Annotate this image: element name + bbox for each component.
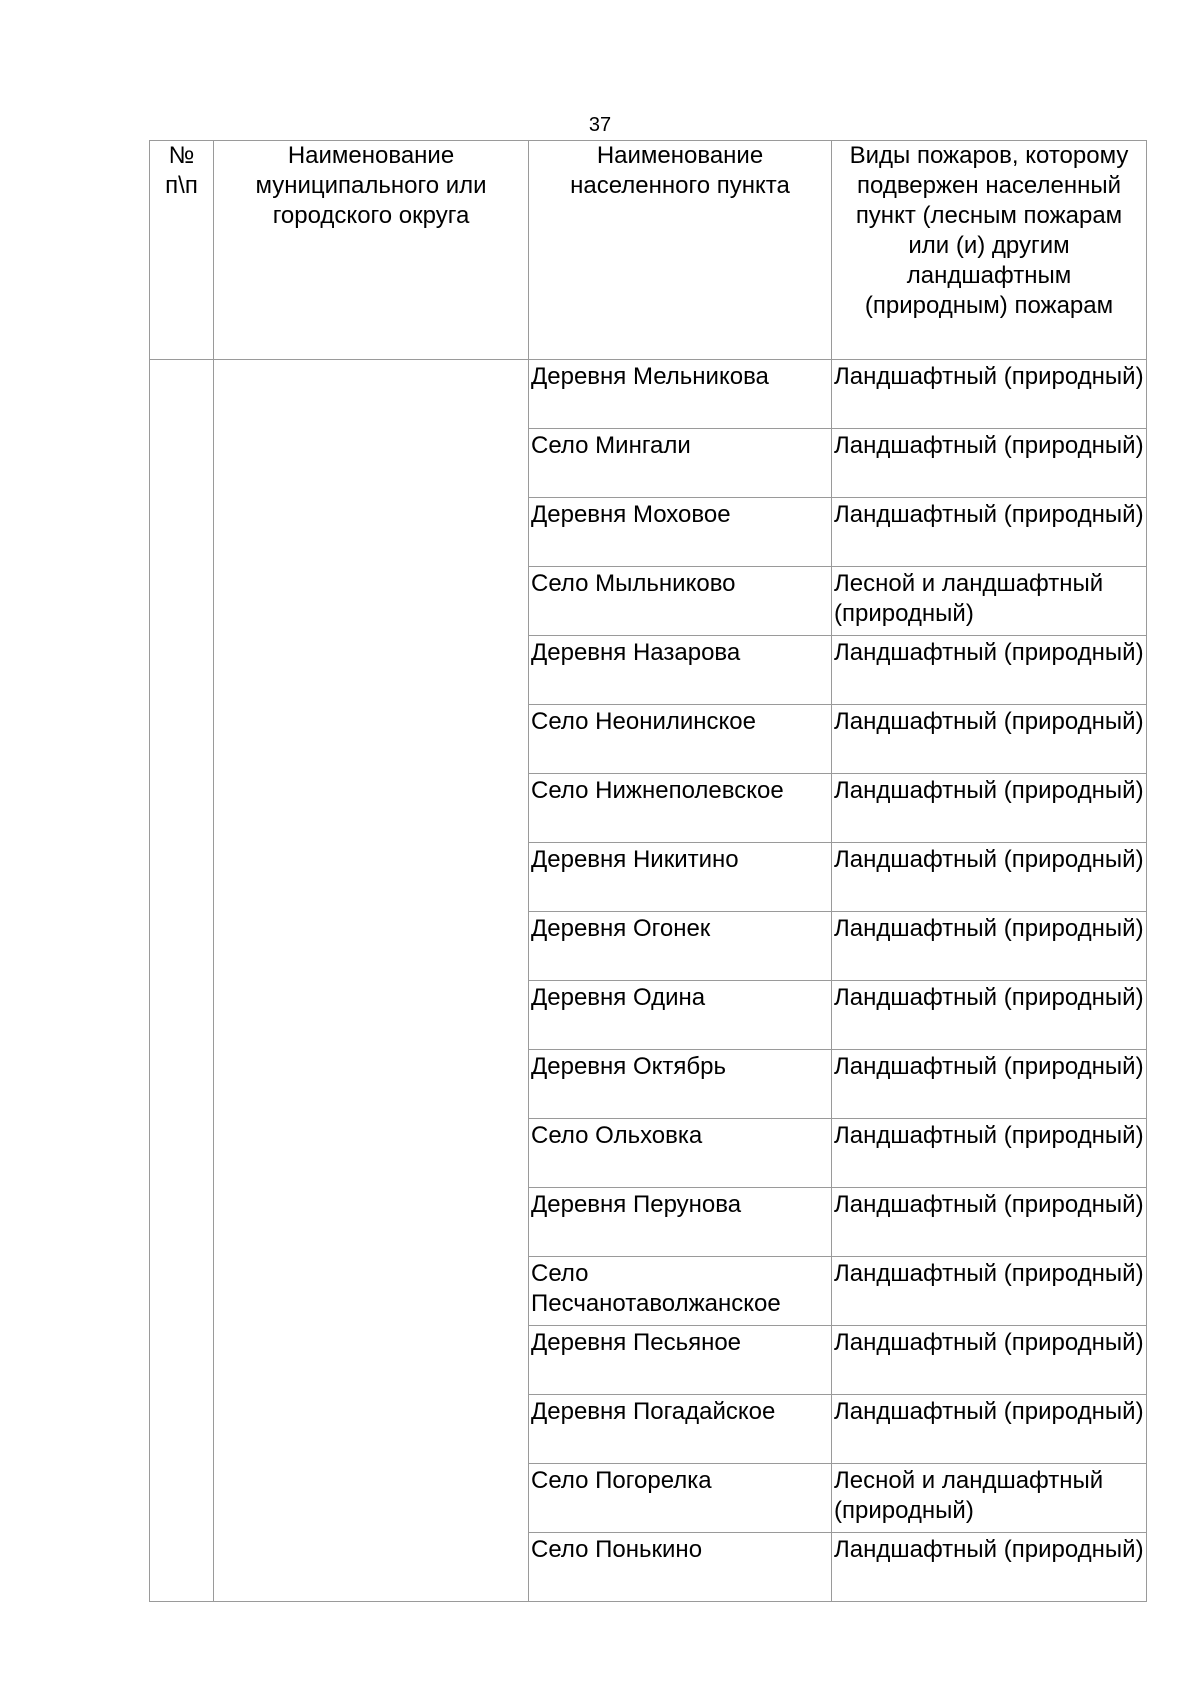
settlement-name-cell (529, 1257, 832, 1326)
fire-type-cell (832, 705, 1147, 774)
fire-type-cell (832, 1533, 1147, 1602)
table-body (150, 360, 1147, 1602)
fire-type-cell (832, 429, 1147, 498)
fire-type-cell (832, 567, 1147, 636)
settlement-name: Деревня Перунова (531, 1191, 742, 1218)
settlement-name-cell (529, 498, 832, 567)
fire-type-cell (832, 843, 1147, 912)
fire-type: Ландшафтный (природный) (834, 639, 1144, 666)
header-district-label: Наименование муниципального или городского округа (255, 142, 487, 229)
fire-type-cell (832, 360, 1147, 429)
settlement-name-cell (529, 981, 832, 1050)
table-row (150, 360, 1147, 429)
settlement-name: Село Погорелка (531, 1467, 712, 1494)
fire-type: Ландшафтный (природный) (834, 1536, 1144, 1563)
fire-type: Ландшафтный (природный) (834, 777, 1144, 804)
fire-type: Ландшафтный (природный) (834, 984, 1144, 1011)
fire-type: Лесной и ландшафтный (природный) (834, 570, 1104, 627)
settlement-name: Деревня Назарова (531, 639, 741, 666)
settlements-table (149, 140, 1147, 1602)
settlement-name: Деревня Огонек (531, 915, 711, 942)
settlement-name: Деревня Октябрь (531, 1053, 726, 1080)
fire-type-cell (832, 912, 1147, 981)
fire-type-cell (832, 981, 1147, 1050)
fire-type: Ландшафтный (природный) (834, 501, 1144, 528)
settlement-name-cell (529, 1326, 832, 1395)
fire-type-cell (832, 1257, 1147, 1326)
page-number: 37 (588, 114, 612, 136)
settlement-name: Село Мыльниково (531, 570, 736, 597)
fire-type: Ландшафтный (природный) (834, 846, 1144, 873)
settlement-name-cell (529, 1050, 832, 1119)
settlement-name-cell (529, 912, 832, 981)
settlement-name-cell (529, 636, 832, 705)
fire-type: Ландшафтный (природный) (834, 363, 1144, 390)
fire-type-cell (832, 1326, 1147, 1395)
fire-type: Ландшафтный (природный) (834, 708, 1144, 735)
settlement-name: Село Понькино (531, 1536, 703, 1563)
settlement-name-cell (529, 1464, 832, 1533)
district-cell (214, 360, 529, 1602)
header-number (150, 141, 214, 360)
fire-type-cell (832, 1188, 1147, 1257)
header-fire-type (832, 141, 1147, 360)
settlement-name: Деревня Одина (531, 984, 706, 1011)
settlement-name-cell (529, 567, 832, 636)
settlement-name: Село Нижнеполевское (531, 777, 784, 804)
settlement-name: Деревня Никитино (531, 846, 739, 873)
settlement-name-cell (529, 429, 832, 498)
header-fire-type-label: Виды пожаров, которому подвержен населенный пункт (лесным пожарам или (и) другим ландшафтным (природным) пожарам (849, 142, 1129, 319)
settlement-name-cell (529, 1533, 832, 1602)
settlement-name: Деревня Моховое (531, 501, 731, 528)
fire-type: Ландшафтный (природный) (834, 915, 1144, 942)
settlement-name: Деревня Песьяное (531, 1329, 742, 1356)
fire-type: Ландшафтный (природный) (834, 432, 1144, 459)
fire-type: Ландшафтный (природный) (834, 1122, 1144, 1149)
settlement-name: Деревня Погадайское (531, 1398, 776, 1425)
settlement-name-cell (529, 1119, 832, 1188)
fire-type: Ландшафтный (природный) (834, 1053, 1144, 1080)
settlement-name-cell (529, 843, 832, 912)
fire-type: Ландшафтный (природный) (834, 1398, 1144, 1425)
fire-type-cell (832, 636, 1147, 705)
header-settlement-label: Наименование населенного пункта (570, 142, 790, 199)
fire-type-cell (832, 1119, 1147, 1188)
settlement-name: Деревня Мельникова (531, 363, 769, 390)
header-settlement (529, 141, 832, 360)
fire-type-cell (832, 1050, 1147, 1119)
fire-type: Лесной и ландшафтный (природный) (834, 1467, 1104, 1524)
fire-type-cell (832, 498, 1147, 567)
fire-type: Ландшафтный (природный) (834, 1191, 1144, 1218)
settlement-name-cell (529, 360, 832, 429)
settlement-name: Село Ольховка (531, 1122, 703, 1149)
number-cell (150, 360, 214, 1602)
settlement-name: Село Неонилинское (531, 708, 756, 735)
fire-type: Ландшафтный (природный) (834, 1260, 1144, 1287)
header-district (214, 141, 529, 360)
fire-type-cell (832, 774, 1147, 843)
settlement-name: Село Песчанотаволжанское (531, 1260, 781, 1317)
fire-type-cell (832, 1464, 1147, 1533)
table-header-row (150, 141, 1147, 360)
header-number-label: № п\п (165, 142, 198, 199)
fire-type-cell (832, 1395, 1147, 1464)
settlement-name-cell (529, 1395, 832, 1464)
settlement-name-cell (529, 1188, 832, 1257)
fire-type: Ландшафтный (природный) (834, 1329, 1144, 1356)
settlement-name-cell (529, 705, 832, 774)
settlement-name-cell (529, 774, 832, 843)
settlement-name: Село Мингали (531, 432, 691, 459)
